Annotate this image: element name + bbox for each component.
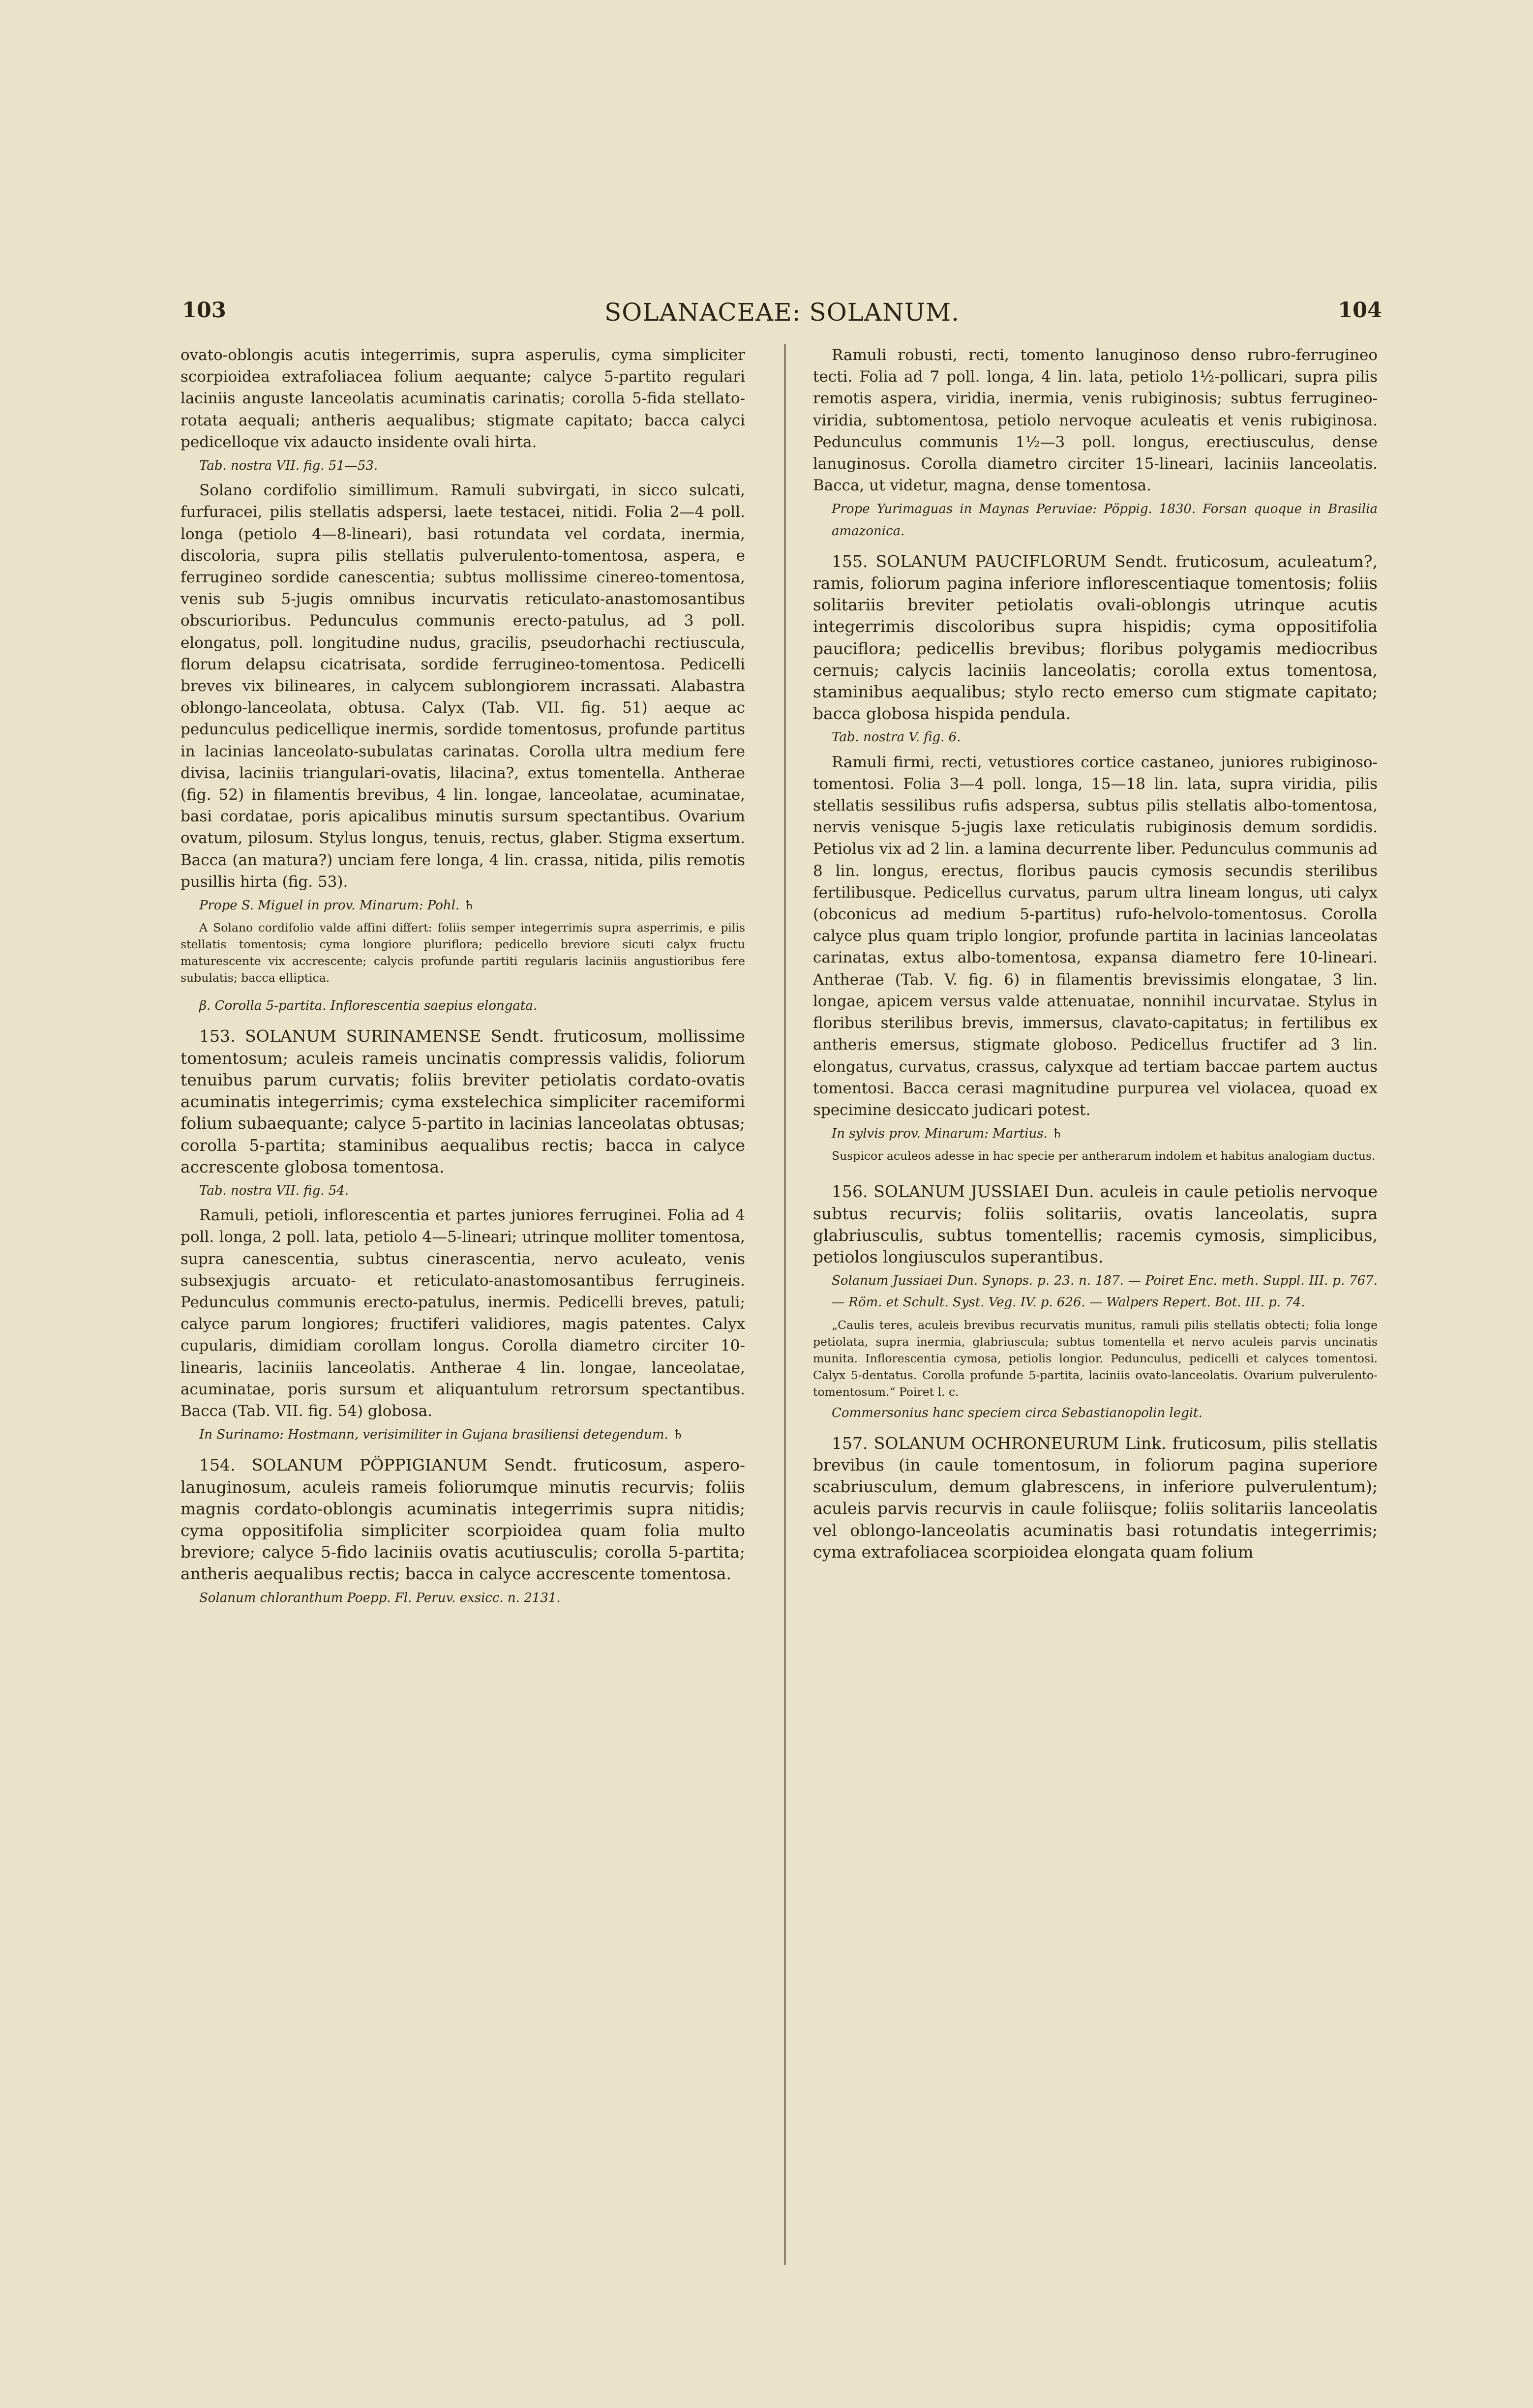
right-column	[813, 344, 1378, 1563]
paragraph: Ramuli firmi, recti, vetustiores cortice castaneo, juniores rubiginoso-tomentosi. Folia 3—4 poll. longa, 15—18 lin. lata, supra viridia, pilis stellatis sessilibus rufis adspersa, subtus pilis stellatis albo-tomentosa, nervis venisque 5-jugis laxe reticulatis rubiginosis demum sordidis. Petiolus vix ad 2 lin. a lamina decurrente liber. Pedunculus communis ad 8 lin. longus, erectus, floribus paucis cymosis secundis sterilibus fertilibusque. Pedicellus curvatus, parum ultra lineam longus, uti calyx (obconicus ad medium 5-partitus) rufo-helvolo-tomentosus. Corolla calyce plus quam triplo longior, profunde partita in lacinias lanceolatas carinatas, extus albo-tomentosa, expansa diametro fere 10-lineari. Antherae (Tab. V. fig. 6) in filamentis brevissimis elongatae, 3 lin. longae, apicem versus valde attenuatae, nonnihil incurvatae. Stylus in floribus sterilibus brevis, immersus, clavato-capitatus; in fertilibus ex antheris emersus, stigmate globoso. Pedicellus fructifer ad 3 lin. elongatus, curvatus, crassus, calyxque ad tertiam baccae partem auctus tomentosi. Bacca cerasi magnitudine purpurea vel violacea, quoad ex specimine desiccato judicari potest.	[813, 753, 1378, 1119]
page-number-right: 104	[1338, 298, 1382, 323]
running-title: SOLANACEAE: SOLANUM.	[604, 298, 960, 327]
paragraph: Suspicor aculeos adesse in hac specie per antherarum indolem et habitus analogiam ductus.	[832, 1149, 1376, 1163]
paragraph: Solanum chloranthum Poepp. Fl. Peruv. exsicc. n. 2131.	[199, 1590, 561, 1605]
paragraph: Solano cordifolio simillimum. Ramuli subvirgati, in sicco sulcati, furfuracei, pilis stellatis adspersi, laete testacei, nitidi. Folia 2—4 poll. longa (petiolo 4—8-lineari), basi rotundata vel cordata, inermia, discoloria, supra pilis stellatis pulverulento-tomentosa, aspera, e ferrugineo sordide canescentia; subtus mollissime cinereo-tomentosa, venis sub 5-jugis omnibus incurvatis reticulato-anastomosantibus obscurioribus. Pedunculus communis erecto-patulus, ad 3 poll. elongatus, poll. longitudine nudus, gracilis, pseudorhachi rectiuscula, florum delapsu cicatrisata, sordide ferrugineo-tomentosa. Pedicelli breves vix bilineares, in calycem sublongiorem incrassati. Alabastra oblongo-lanceolata, obtusa. Calyx (Tab. VII. fig. 51) aeque ac pedunculus pedicellique inermis, sordide tomentosus, profunde partitus in lacinias lanceolato-subulatas carinatas. Corolla ultra medium fere divisa, laciniis triangulari-ovatis, lilacina?, extus tomentella. Antherae (fig. 52) in filamentis brevibus, 4 lin. longae, lanceolatae, acuminatae, basi cordatae, poris apicalibus minutis sursum spectantibus. Ovarium ovatum, pilosum. Stylus longus, tenuis, rectus, glaber. Stigma exsertum. Bacca (an matura?) unciam fere longa, 4 lin. crassa, nitida, pilis remotis pusillis hirta (fig. 53).	[180, 482, 745, 891]
paragraph: 156. SOLANUM JUSSIAEI Dun. aculeis in caule petiolis nervoque subtus recurvis; foliis solitariis, ovatis lanceolatis, supra glabriusculis, subtus tomentellis; racemis cymosis, simplicibus, petiolos longiusculos superantibus.	[813, 1182, 1378, 1266]
paragraph: 153. SOLANUM SURINAMENSE Sendt. fruticosum, mollissime tomentosum; aculeis rameis uncinatis compressis validis, foliorum tenuibus parum curvatis; foliis breviter petiolatis cordato-ovatis acuminatis integerrimis; cyma exstelechica simpliciter racemiformi folium subaequante; calyce 5-partito in lacinias lanceolatas obtusas; corolla 5-partita; staminibus aequalibus rectis; bacca in calyce accrescente globosa tomentosa.	[180, 1026, 745, 1176]
column-divider	[784, 344, 786, 2265]
paragraph: ovato-oblongis acutis integerrimis, supra asperulis, cyma simpliciter scorpioidea extrafoliacea folium aequante; calyce 5-partito regulari laciniis anguste lanceolatis acuminatis carinatis; corolla 5-fida stellato-rotata aequali; antheris aequalibus; stigmate capitato; bacca calyci pedicelloque vix adaucto insidente ovali hirta.	[180, 346, 745, 451]
left-column	[180, 344, 745, 1612]
paragraph: Prope Yurimaguas in Maynas Peruviae: Pöppig. 1830. Forsan quoque in Brasilia amazonica.	[832, 502, 1378, 539]
paragraph: Commersonius hanc speciem circa Sebastianopolin legit.	[832, 1405, 1202, 1420]
paragraph: Solanum Jussiaei Dun. Synops. p. 23. n. 187. — Poiret Enc. meth. Suppl. III. p. 767. — Röm. et Schult. Syst. Veg. IV. p. 626. — Walpers Repert. Bot. III. p. 74.	[832, 1273, 1378, 1310]
paragraph: Ramuli robusti, recti, tomento lanuginoso denso rubro-ferrugineo tecti. Folia ad 7 poll. longa, 4 lin. lata, petiolo 1½-pollicari, supra pilis remotis aspera, viridia, inermia, venis rubiginosis; subtus ferrugineo-viridia, subtomentosa, petiolo nervoque aculeatis et venis rubiginosa. Pedunculus communis 1½—3 poll. longus, erectiusculus, dense lanuginosus. Corolla diametro circiter 15-lineari, laciniis lanceolatis. Bacca, ut videtur, magna, dense tomentosa.	[813, 346, 1378, 495]
paragraph: In Surinamo: Hostmann, verisimiliter in Gujana brasiliensi detegendum. ♄	[199, 1427, 684, 1443]
paragraph: Tab. nostra V. fig. 6.	[832, 730, 961, 745]
paragraph: „Caulis teres, aculeis brevibus recurvatis munitus, ramuli pilis stellatis obtecti; folia longe petiolata, supra inermia, glabriuscula; subtus tomentella et nervo aculeis parvis uncinatis munita. Inflorescentia cymosa, petiolis longior. Pedunculus, pedicelli et calyces tomentosi. Calyx 5-dentatus. Corolla profunde 5-partita, laciniis ovato-lanceolatis. Ovarium pulverulento-tomentosum.“ Poiret l. c.	[813, 1318, 1378, 1399]
paragraph: 155. SOLANUM PAUCIFLORUM Sendt. fruticosum, aculeatum?, ramis, foliorum pagina inferiore inflorescentiaque tomentosis; foliis solitariis breviter petiolatis ovali-oblongis utrinque acutis integerrimis discoloribus supra hispidis; cyma oppositifolia pauciflora; pedicellis brevibus; floribus polygamis mediocribus cernuis; calycis laciniis lanceolatis; corolla extus tomentosa, staminibus aequalibus; stylo recto emerso cum stigmate capitato; bacca globosa hispida pendula.	[813, 551, 1378, 723]
paragraph: In sylvis prov. Minarum: Martius. ♄	[832, 1126, 1063, 1142]
paragraph: Prope S. Miguel in prov. Minarum: Pohl. ♄	[199, 898, 475, 913]
paragraph: Ramuli, petioli, inflorescentia et partes juniores ferruginei. Folia ad 4 poll. longa, 2 poll. lata, petiolo 4—5-lineari; utrinque molliter tomentosa, supra canescentia, subtus cinerascentia, nervo aculeato, venis subsexjugis arcuato- et reticulato-anastomosantibus ferrugineis. Pedunculus communis erecto-patulus, inermis. Pedicelli breves, patuli; calyce parum longiores; fructiferi validiores, magis patentes. Calyx cupularis, dimidiam corollam longus. Corolla diametro circiter 10-linearis, laciniis lanceolatis. Antherae 4 lin. longae, lanceolatae, acuminatae, poris sursum et aliquantulum retrorsum spectantibus. Bacca (Tab. VII. fig. 54) globosa.	[180, 1206, 745, 1420]
paragraph: Tab. nostra VII. fig. 51—53.	[199, 458, 378, 474]
page-number-left: 103	[182, 298, 226, 323]
page-header	[182, 298, 1382, 328]
paragraph: Tab. nostra VII. fig. 54.	[199, 1183, 349, 1198]
paragraph: β. Corolla 5-partita. Inflorescentia saepius elongata.	[199, 998, 538, 1014]
paragraph: 157. SOLANUM OCHRONEURUM Link. fruticosum, pilis stellatis brevibus (in caule tomentosum, in foliorum pagina superiore scabriusculum, demum glabrescens, in inferiore pulverulentum); aculeis parvis recurvis in caule foliisque; foliis solitariis lanceolatis vel oblongo-lanceolatis acuminatis basi rotundatis integerrimis; cyma extrafoliacea scorpioidea elongata quam folium	[813, 1433, 1378, 1562]
paragraph: A Solano cordifolio valde affini differt: foliis semper integerrimis supra asperrimis, e pilis stellatis tomentosis; cyma longiore pluriflora; pedicello breviore sicuti calyx fructu maturescente vix accrescente; calycis profunde partiti regularis laciniis angustioribus fere subulatis; bacca elliptica.	[180, 921, 745, 985]
paragraph: 154. SOLANUM PÖPPIGIANUM Sendt. fruticosum, aspero-lanuginosum, aculeis rameis foliorumque minutis recurvis; foliis magnis cordato-oblongis acuminatis integerrimis supra nitidis; cyma oppositifolia simpliciter scorpioidea quam folia multo breviore; calyce 5-fido laciniis ovatis acutiusculis; corolla 5-partita; antheris aequalibus rectis; bacca in calyce accrescente tomentosa.	[180, 1455, 745, 1584]
